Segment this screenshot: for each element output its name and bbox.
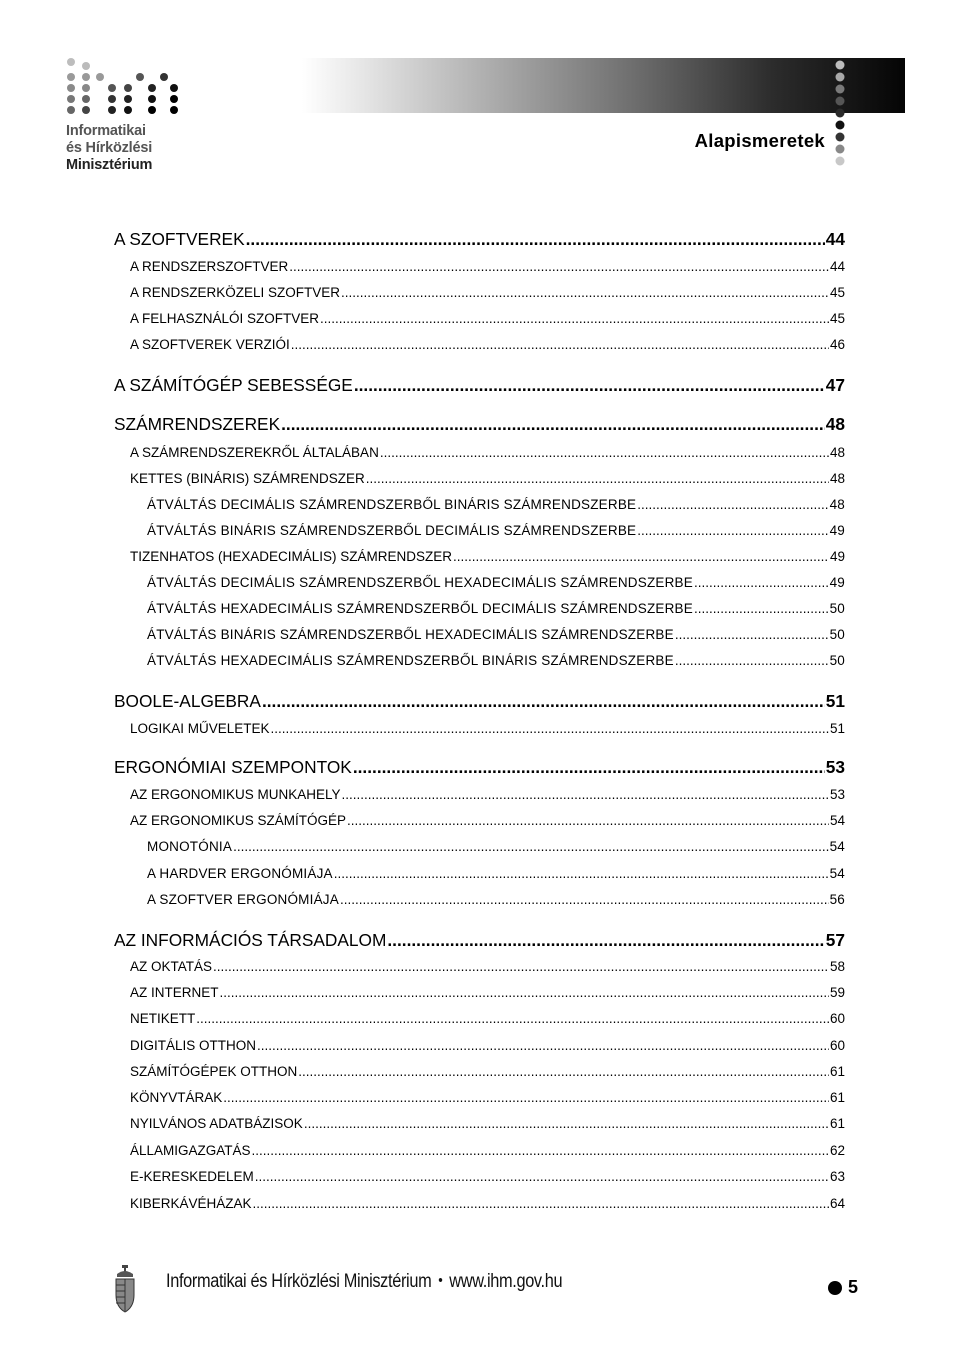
toc-leader-dots: [281, 414, 825, 435]
toc-entry-page: 50: [829, 601, 845, 616]
toc-entry-label: NYILVÁNOS ADATBÁZISOK: [130, 1116, 303, 1131]
toc-entry-page: 61: [829, 1090, 845, 1105]
toc-entry-page: 56: [829, 892, 845, 907]
toc-leader-dots: [291, 337, 829, 352]
toc-entry-label: NETIKETT: [130, 1011, 196, 1026]
logo-line: és Hírközlési: [66, 140, 153, 156]
toc-entry-label: A SZOFTVEREK: [114, 229, 245, 249]
toc-entry-page: 51: [825, 691, 845, 711]
toc-entry[interactable]: [147, 601, 845, 616]
toc-leader-dots: [289, 259, 829, 274]
toc-leader-dots: [271, 721, 829, 736]
toc-entry-label: BOOLE-ALGEBRA: [114, 691, 261, 711]
toc-entry-label: AZ ERGONOMIKUS MUNKAHELY: [130, 787, 341, 802]
toc-entry-label: ÁTVÁLTÁS HEXADECIMÁLIS SZÁMRENDSZERBŐL BINÁRIS SZÁMRENDSZERBE: [147, 653, 674, 668]
footer-text: [166, 1271, 562, 1293]
toc-entry[interactable]: [130, 259, 845, 274]
footer-url[interactable]: www.ihm.gov.hu: [449, 1271, 563, 1292]
toc-entry-page: 44: [825, 229, 845, 249]
toc-entry-label: A FELHASZNÁLÓI SZOFTVER: [130, 311, 320, 326]
toc-leader-dots: [694, 575, 829, 590]
toc-entry-page: 63: [829, 1169, 845, 1184]
bullet-icon: [828, 1281, 842, 1295]
toc-leader-dots: [255, 1169, 829, 1184]
toc-entry-label: SZÁMÍTÓGÉPEK OTTHON: [130, 1064, 298, 1079]
toc-entry-label: AZ INFORMÁCIÓS TÁRSADALOM: [114, 930, 387, 950]
toc-entry-label: MONOTÓNIA: [147, 839, 233, 854]
toc-leader-dots: [353, 757, 825, 778]
toc-leader-dots: [387, 930, 824, 951]
toc-leader-dots: [453, 549, 829, 564]
toc-entry-label: ÁTVÁLTÁS BINÁRIS SZÁMRENDSZERBŐL HEXADECIMÁLIS SZÁMRENDSZERBE: [147, 627, 674, 642]
logo-line: Minisztérium: [66, 157, 153, 173]
toc-entry-page: 53: [825, 757, 845, 777]
toc-leader-dots: [252, 1143, 829, 1158]
toc-entry[interactable]: [114, 229, 845, 250]
toc-entry[interactable]: [147, 523, 845, 538]
toc-entry-label: KÖNYVTÁRAK: [130, 1090, 223, 1105]
toc-entry-label: ERGONÓMIAI SZEMPONTOK: [114, 757, 352, 777]
toc-entry-page: 49: [829, 523, 845, 538]
footer-ministry: Informatikai és Hírközlési Minisztérium: [166, 1271, 432, 1292]
toc-entry-label: ÁLLAMIGAZGATÁS: [130, 1143, 251, 1158]
toc-leader-dots: [675, 653, 829, 668]
toc-leader-dots: [262, 691, 825, 712]
toc-entry-label: KIBERKÁVÉHÁZAK: [130, 1196, 252, 1211]
toc-entry-label: A RENDSZERSZOFTVER: [130, 259, 289, 274]
toc-entry-page: 50: [829, 627, 845, 642]
toc-entry[interactable]: [114, 691, 845, 712]
toc-entry[interactable]: [130, 985, 845, 1000]
toc-entry-page: 61: [829, 1116, 845, 1131]
toc-entry-page: 64: [829, 1196, 845, 1211]
toc-entry-label: ÁTVÁLTÁS DECIMÁLIS SZÁMRENDSZERBŐL BINÁRIS SZÁMRENDSZERBE: [147, 497, 637, 512]
toc-entry-label: TIZENHATOS (HEXADECIMÁLIS) SZÁMRENDSZER: [130, 549, 453, 564]
toc-entry-label: A HARDVER ERGONÓMIÁJA: [147, 866, 333, 881]
toc-entry[interactable]: [147, 839, 845, 854]
logo-wordmark: [66, 123, 152, 174]
toc-entry-page: 59: [829, 985, 845, 1000]
toc-entry[interactable]: [130, 959, 845, 974]
page-number-value: 5: [848, 1277, 859, 1297]
toc-entry[interactable]: [130, 285, 845, 300]
toc-leader-dots: [380, 445, 829, 460]
toc-entry-label: SZÁMRENDSZEREK: [114, 414, 281, 434]
toc-entry[interactable]: [114, 375, 845, 396]
toc-leader-dots: [320, 311, 829, 326]
toc-leader-dots: [366, 471, 829, 486]
toc-entry-label: KETTES (BINÁRIS) SZÁMRENDSZER: [130, 471, 365, 486]
toc-leader-dots: [334, 866, 829, 881]
header-dot-column-icon: [833, 58, 847, 170]
toc-entry-label: ÁTVÁLTÁS BINÁRIS SZÁMRENDSZERBŐL DECIMÁLIS SZÁMRENDSZERBE: [147, 523, 637, 538]
toc-entry[interactable]: [130, 787, 845, 802]
toc-entry[interactable]: [114, 930, 845, 951]
toc-entry[interactable]: [130, 721, 845, 736]
toc-entry-label: ÁTVÁLTÁS DECIMÁLIS SZÁMRENDSZERBŐL HEXADECIMÁLIS SZÁMRENDSZERBE: [147, 575, 693, 590]
toc-leader-dots: [298, 1064, 829, 1079]
toc-entry-label: LOGIKAI MŰVELETEK: [130, 721, 270, 736]
coat-of-arms-icon: [113, 1265, 137, 1315]
toc-leader-dots: [340, 892, 829, 907]
toc-entry[interactable]: [130, 549, 845, 564]
toc-entry-label: A RENDSZERKÖZELI SZOFTVER: [130, 285, 341, 300]
toc-leader-dots: [257, 1038, 829, 1053]
toc-entry-page: 57: [825, 930, 845, 950]
toc-entry-page: 54: [829, 866, 845, 881]
toc-leader-dots: [347, 813, 829, 828]
toc-leader-dots: [253, 1196, 829, 1211]
toc-entry-label: AZ OKTATÁS: [130, 959, 213, 974]
toc-entry[interactable]: [130, 1116, 845, 1131]
toc-entry-page: 48: [829, 497, 845, 512]
toc-leader-dots: [304, 1116, 829, 1131]
toc-entry-page: 61: [829, 1064, 845, 1079]
toc-entry[interactable]: [130, 337, 845, 352]
toc-entry-page: 49: [829, 549, 845, 564]
toc-leader-dots: [196, 1011, 829, 1026]
toc-entry[interactable]: [130, 1064, 845, 1079]
toc-entry-page: 47: [825, 375, 845, 395]
toc-entry[interactable]: [130, 1143, 845, 1158]
toc-leader-dots: [342, 787, 829, 802]
toc-entry[interactable]: [130, 471, 845, 486]
page-number: [828, 1277, 858, 1298]
toc-entry[interactable]: [130, 1011, 845, 1026]
toc-leader-dots: [354, 375, 825, 396]
toc-entry-label: A SZÁMRENDSZEREKRŐL ÁLTALÁBAN: [130, 445, 379, 460]
toc-entry[interactable]: [114, 757, 845, 778]
toc-entry-label: A SZOFTVEREK VERZIÓI: [130, 337, 290, 352]
toc-leader-dots: [675, 627, 829, 642]
toc-entry-page: 54: [829, 839, 845, 854]
toc-entry[interactable]: [114, 414, 845, 435]
toc-entry-page: 44: [829, 259, 845, 274]
toc-entry[interactable]: [147, 627, 845, 642]
toc-entry[interactable]: [147, 866, 845, 881]
toc-entry[interactable]: [130, 311, 845, 326]
footer-separator: •: [438, 1272, 443, 1289]
toc-entry-page: 48: [829, 445, 845, 460]
toc-entry-page: 60: [829, 1011, 845, 1026]
toc-entry[interactable]: [130, 1090, 845, 1105]
toc-entry-page: 49: [829, 575, 845, 590]
toc-entry[interactable]: [147, 497, 845, 512]
toc-leader-dots: [694, 601, 829, 616]
ihm-logo-icon: [62, 55, 182, 117]
toc-entry[interactable]: [130, 1196, 845, 1211]
toc-leader-dots: [637, 523, 828, 538]
toc-entry-page: 62: [829, 1143, 845, 1158]
toc-leader-dots: [220, 985, 829, 1000]
toc-entry-page: 46: [829, 337, 845, 352]
toc-entry-label: ÁTVÁLTÁS HEXADECIMÁLIS SZÁMRENDSZERBŐL DECIMÁLIS SZÁMRENDSZERBE: [147, 601, 693, 616]
toc-entry-page: 48: [825, 414, 845, 434]
toc-entry[interactable]: [147, 575, 845, 590]
logo-line: Informatikai: [66, 123, 146, 139]
toc-leader-dots: [223, 1090, 829, 1105]
toc-entry-page: 58: [829, 959, 845, 974]
section-title: Alapismeretek: [694, 130, 825, 151]
toc-entry-page: 54: [829, 813, 845, 828]
toc-leader-dots: [233, 839, 829, 854]
toc-entry-label: AZ INTERNET: [130, 985, 219, 1000]
toc-leader-dots: [341, 285, 829, 300]
toc-entry-page: 45: [829, 311, 845, 326]
toc-entry-label: A SZOFTVER ERGONÓMIÁJA: [147, 892, 339, 907]
toc-entry[interactable]: [130, 813, 845, 828]
toc-entry-page: 45: [829, 285, 845, 300]
toc-entry[interactable]: [147, 653, 845, 668]
toc-entry-page: 48: [829, 471, 845, 486]
header-gradient-bar: [302, 58, 905, 113]
toc-entry-page: 60: [829, 1038, 845, 1053]
toc-entry[interactable]: [130, 1038, 845, 1053]
toc-entry-page: 53: [829, 787, 845, 802]
toc-entry-label: DIGITÁLIS OTTHON: [130, 1038, 257, 1053]
toc-leader-dots: [637, 497, 828, 512]
ministry-logo: [62, 55, 192, 180]
toc-entry[interactable]: [147, 892, 845, 907]
toc-entry-label: A SZÁMÍTÓGÉP SEBESSÉGE: [114, 375, 353, 395]
toc-leader-dots: [213, 959, 829, 974]
toc-entry-label: AZ ERGONOMIKUS SZÁMÍTÓGÉP: [130, 813, 347, 828]
toc-entry-label: E-KERESKEDELEM: [130, 1169, 254, 1184]
toc-entry-page: 50: [829, 653, 845, 668]
toc-entry-page: 51: [829, 721, 845, 736]
toc-leader-dots: [246, 229, 825, 250]
toc-entry[interactable]: [130, 1169, 845, 1184]
toc-entry[interactable]: [130, 445, 845, 460]
